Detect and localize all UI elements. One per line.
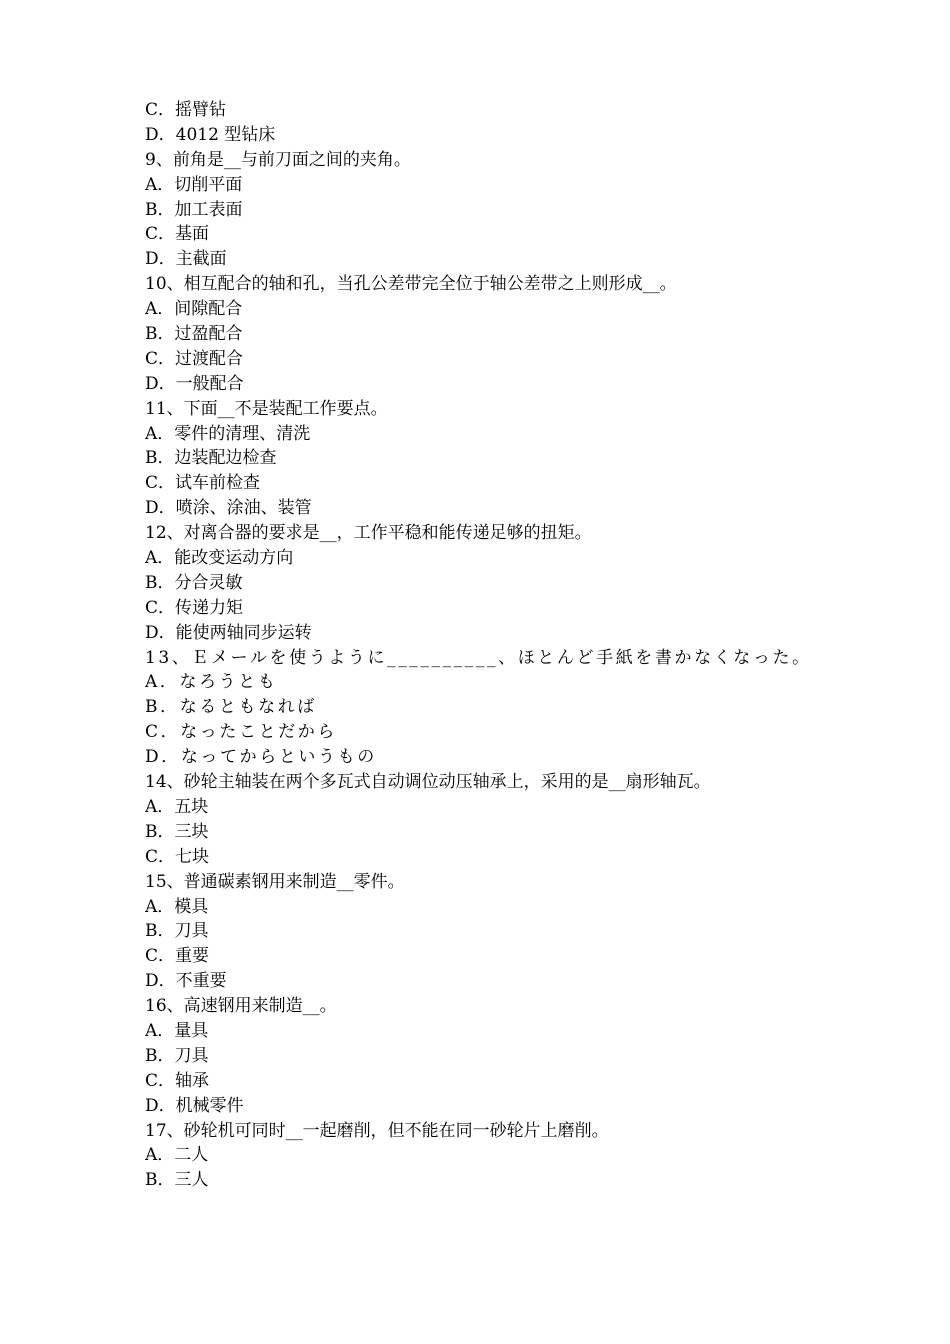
- question-line: 14、砂轮主轴装在两个多瓦式自动调位动压轴承上，采用的是__扇形轴瓦。: [145, 772, 711, 793]
- option-line: C．传递力矩: [145, 597, 244, 618]
- option-line: B．三块: [145, 821, 209, 842]
- option-line: B．なるともなれば: [145, 697, 317, 718]
- option-line: A．量具: [145, 1020, 209, 1041]
- question-line: 11、下面__不是装配工作要点。: [145, 398, 388, 419]
- option-line: B．过盈配合: [145, 324, 243, 345]
- option-line: D．不重要: [145, 971, 227, 992]
- option-line: C．试车前检查: [145, 473, 261, 494]
- option-line: C．重要: [145, 946, 210, 967]
- question-line: 16、高速钢用来制造__。: [145, 996, 337, 1017]
- question-line: 17、砂轮机可同时__一起磨削，但不能在同一砂轮片上磨削。: [145, 1120, 609, 1141]
- option-line: A．切削平面: [145, 174, 243, 195]
- option-line: C．なったことだから: [145, 722, 338, 743]
- option-line: D．能使两轴同步运转: [145, 622, 312, 643]
- question-line: 15、普通碳素钢用来制造__零件。: [145, 871, 405, 892]
- option-line: B．分合灵敏: [145, 572, 243, 593]
- question-list: [145, 98, 865, 1193]
- question-line: 12、对离合器的要求是__，工作平稳和能传递足够的扭矩。: [145, 523, 592, 544]
- option-line: C．基面: [145, 224, 210, 245]
- option-line: B．刀具: [145, 921, 209, 942]
- option-line: D．一般配合: [145, 373, 244, 394]
- option-line: D．喷涂、涂油、装管: [145, 498, 312, 519]
- option-line: A．五块: [145, 796, 209, 817]
- option-line: B．刀具: [145, 1045, 209, 1066]
- option-line: A．なろうとも: [145, 672, 278, 693]
- option-line: D．主截面: [145, 249, 227, 270]
- option-line: A．二人: [145, 1145, 209, 1166]
- option-line: A．模具: [145, 896, 209, 917]
- option-line: D．4012 型钻床: [145, 124, 276, 145]
- option-line: A．零件的清理、清洗: [145, 423, 311, 444]
- option-line: D．なってからというもの: [145, 747, 377, 768]
- option-line: A．能改变运动方向: [145, 548, 294, 569]
- question-line: 13、Ｅメールを使うように__________、ほとんど手紙を書かなくなった。: [145, 647, 812, 668]
- option-line: C．轴承: [145, 1070, 210, 1091]
- option-line: A．间隙配合: [145, 299, 243, 320]
- option-line: B．边装配边检查: [145, 448, 277, 469]
- question-line: 9、前角是__与前刀面之间的夹角。: [145, 149, 411, 170]
- option-line: C．过渡配合: [145, 348, 244, 369]
- option-line: C．摇臂钻: [145, 100, 227, 120]
- option-line: D．机械零件: [145, 1095, 244, 1116]
- option-line: B．三人: [145, 1170, 209, 1191]
- question-line: 10、相互配合的轴和孔，当孔公差带完全位于轴公差带之上则形成__。: [145, 274, 677, 295]
- option-line: C．七块: [145, 846, 210, 867]
- option-line: B．加工表面: [145, 199, 243, 220]
